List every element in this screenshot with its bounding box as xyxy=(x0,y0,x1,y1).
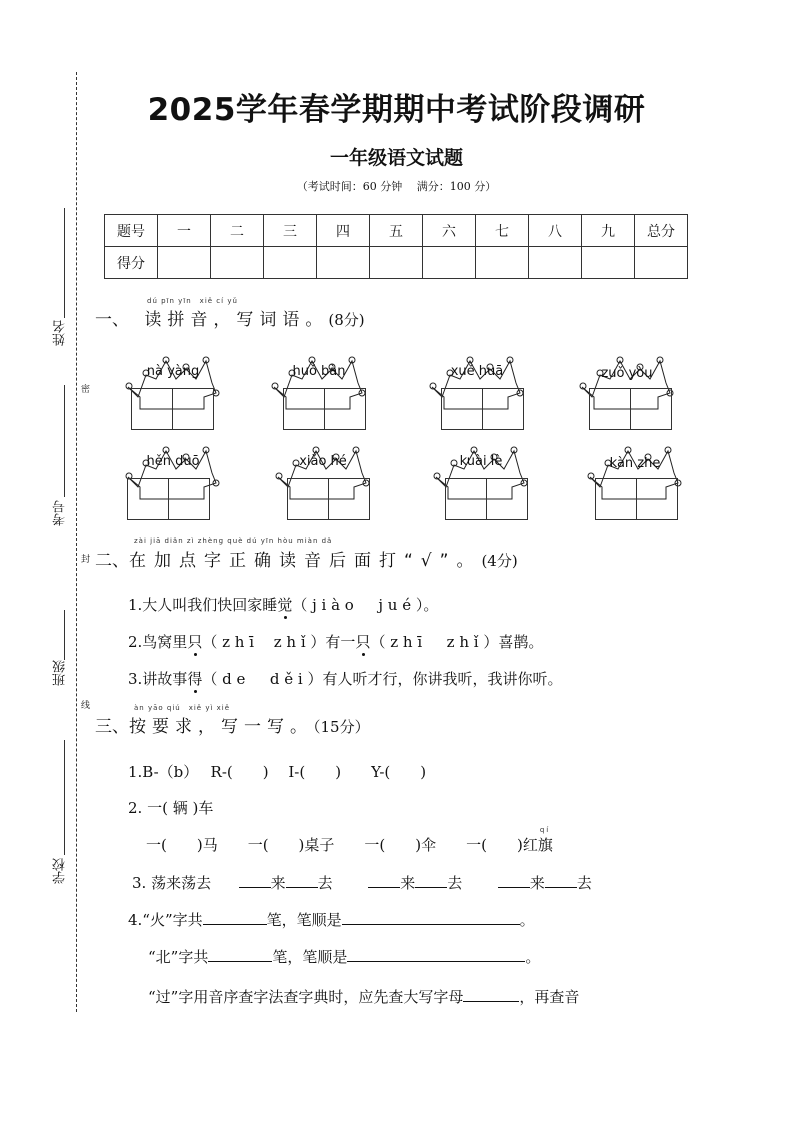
flag-char-pinyin: qí xyxy=(539,826,551,834)
word-pinyin: kuài lè xyxy=(459,454,503,469)
answer-blank[interactable] xyxy=(415,873,447,888)
word-item-6 xyxy=(268,430,378,530)
section3-score: （15分） xyxy=(313,718,370,736)
score-input-cell[interactable] xyxy=(317,247,370,279)
section3-q4b xyxy=(148,946,540,967)
dotted-char: 只 xyxy=(355,633,371,651)
name-label: 姓名 xyxy=(53,320,68,346)
exam-number-label: 考号 xyxy=(53,500,68,526)
writing-boxes xyxy=(596,478,678,520)
section3-q4c xyxy=(148,986,579,1007)
writing-cell[interactable] xyxy=(482,388,524,430)
dotted-char: 得 xyxy=(187,670,203,688)
answer-blank[interactable] xyxy=(239,873,271,888)
writing-cell[interactable] xyxy=(131,388,173,430)
word-item-3 xyxy=(422,340,532,440)
score-cell-header: 题号 xyxy=(105,215,158,247)
writing-boxes xyxy=(288,478,370,520)
writing-cell[interactable] xyxy=(630,388,672,430)
answer-blank[interactable] xyxy=(208,947,272,962)
score-cell-header: 总分 xyxy=(635,215,688,247)
section2-title: 在加点字正确读音后面打“√”。 xyxy=(129,551,482,571)
writing-cell[interactable] xyxy=(283,388,325,430)
writing-cell[interactable] xyxy=(168,478,210,520)
writing-cell[interactable] xyxy=(445,478,487,520)
q-text: 。 xyxy=(525,948,541,966)
q-word: 来 xyxy=(270,874,286,892)
answer-blank[interactable] xyxy=(347,947,525,962)
q-text: 1.大人叫我们快回家睡 xyxy=(128,596,278,614)
score-input-cell[interactable] xyxy=(158,247,211,279)
q-text: 3. 荡来荡去 xyxy=(132,874,212,892)
name-field-line[interactable] xyxy=(64,208,65,318)
score-cell-header: 六 xyxy=(423,215,476,247)
flag-char-text: 旗 xyxy=(537,836,553,854)
word-item-2 xyxy=(264,340,374,440)
writing-boxes xyxy=(446,478,528,520)
answer-blank[interactable] xyxy=(203,910,267,925)
writing-boxes xyxy=(132,388,214,430)
section2-number: 二、 xyxy=(95,551,129,571)
measure-word-blanks[interactable]: 一( )马 一( )桌子 一( )伞 一( )红 xyxy=(146,836,538,854)
exam-title: 2025学年春学期期中考试阶段调研 xyxy=(147,92,646,128)
binding-dashed-line xyxy=(76,72,77,1012)
exam-note: （考试时间：60 分钟 满分：100 分） xyxy=(296,180,497,193)
section3-q4a xyxy=(128,909,535,930)
writing-cell[interactable] xyxy=(172,388,214,430)
score-cell-header: 八 xyxy=(529,215,582,247)
section1-title: 读拼音，写词语。 xyxy=(144,310,329,330)
word-pinyin: nà yàng xyxy=(146,364,200,379)
q-options[interactable]: （ z h ī z h ǐ ）喜鹊。 xyxy=(370,633,544,651)
writing-cell[interactable] xyxy=(486,478,528,520)
q-word: 去 xyxy=(317,874,333,892)
writing-cell[interactable] xyxy=(127,478,169,520)
q-text: ，再查音 xyxy=(519,988,580,1006)
section2-heading xyxy=(95,546,518,571)
section3-q3 xyxy=(132,872,592,893)
section3-title-pinyin: àn yāo qiú xiě yì xiě xyxy=(134,704,231,712)
score-input-cell[interactable] xyxy=(370,247,423,279)
word-pinyin: kàn zhe xyxy=(609,456,661,471)
q-text: 2.鸟窝里 xyxy=(128,633,188,651)
q-word: 去 xyxy=(576,874,592,892)
word-item-7 xyxy=(426,430,536,530)
writing-cell[interactable] xyxy=(287,478,329,520)
score-input-cell[interactable] xyxy=(423,247,476,279)
score-cell-header: 一 xyxy=(158,215,211,247)
section3-q2: 2. 一( 辆 )车 xyxy=(128,799,214,817)
word-item-1 xyxy=(118,340,228,440)
score-input-cell[interactable] xyxy=(635,247,688,279)
score-cell-header: 四 xyxy=(317,215,370,247)
section1-number: 一、 xyxy=(95,310,129,330)
score-input-cell[interactable] xyxy=(211,247,264,279)
q-word: 来 xyxy=(400,874,416,892)
q-text: 笔，笔顺是 xyxy=(266,911,342,929)
writing-boxes xyxy=(128,478,210,520)
word-item-4 xyxy=(572,340,682,440)
score-cell-header: 七 xyxy=(476,215,529,247)
class-field-line[interactable] xyxy=(64,610,65,660)
flag-char xyxy=(537,826,553,854)
q-options[interactable]: （ j i à o j u é ）。 xyxy=(292,596,439,614)
section2-q1 xyxy=(128,594,438,615)
answer-blank[interactable] xyxy=(286,873,318,888)
section3-heading xyxy=(95,712,370,737)
writing-cell[interactable] xyxy=(595,478,637,520)
score-cell-header: 二 xyxy=(211,215,264,247)
writing-boxes xyxy=(590,388,672,430)
q-text: 。 xyxy=(519,911,535,929)
writing-cell[interactable] xyxy=(589,388,631,430)
seal-mark-feng: 封 xyxy=(79,554,89,563)
q-text: “北”字共 xyxy=(148,948,209,966)
word-item-8 xyxy=(580,430,690,530)
section2-q2 xyxy=(128,631,543,652)
dotted-char: 只 xyxy=(187,633,203,651)
score-cell-header: 三 xyxy=(264,215,317,247)
answer-blank[interactable] xyxy=(463,987,519,1002)
section3-q2-line[interactable] xyxy=(146,826,553,855)
q-options[interactable]: （ z h ī z h ǐ ）有一 xyxy=(202,633,356,651)
score-input-cell[interactable] xyxy=(476,247,529,279)
answer-blank[interactable] xyxy=(545,873,577,888)
q-text: “过”字用音序查字法查字典时，应先查大写字母 xyxy=(148,988,464,1006)
q-word: 来 xyxy=(529,874,545,892)
q-text: 笔，笔顺是 xyxy=(272,948,348,966)
writing-boxes xyxy=(284,388,366,430)
word-pinyin: xiǎo hé xyxy=(299,454,347,469)
score-table xyxy=(104,214,688,279)
score-table-header-row xyxy=(105,215,688,247)
section3-q1[interactable]: 1.B-（b） R-( ) I-( ) Y-( ) xyxy=(128,763,427,781)
answer-blank[interactable] xyxy=(342,910,520,925)
section1-heading xyxy=(95,305,365,330)
school-label: 学校 xyxy=(53,858,68,884)
score-input-cell[interactable] xyxy=(582,247,635,279)
word-pinyin: huǒ bàn xyxy=(292,364,346,379)
q-word: 去 xyxy=(447,874,463,892)
writing-cell[interactable] xyxy=(328,478,370,520)
score-row-label: 得分 xyxy=(105,247,158,279)
score-cell-header: 九 xyxy=(582,215,635,247)
section2-q3 xyxy=(128,668,562,689)
seal-mark-xian: 线 xyxy=(79,700,89,709)
score-input-cell[interactable] xyxy=(529,247,582,279)
answer-blank[interactable] xyxy=(368,873,400,888)
dotted-char: 觉 xyxy=(277,596,293,614)
answer-blank[interactable] xyxy=(498,873,530,888)
q-options[interactable]: （ d e d ě i ）有人听才行，你讲我听，我讲你听。 xyxy=(202,670,563,688)
section2-title-pinyin: zài jiā diǎn zì zhèng què dú yīn hòu miàn dǎ xyxy=(134,537,333,545)
writing-cell[interactable] xyxy=(636,478,678,520)
school-field-line[interactable] xyxy=(64,740,65,855)
seal-mark-mi: 密 xyxy=(79,384,89,393)
exam-number-field-line[interactable] xyxy=(64,385,65,497)
class-label: 班级 xyxy=(53,660,68,686)
section3-title: 按要求，写一写。 xyxy=(129,717,313,737)
writing-boxes xyxy=(442,388,524,430)
score-input-cell[interactable] xyxy=(264,247,317,279)
writing-cell[interactable] xyxy=(324,388,366,430)
section1-title-pinyin: dú pīn yīn xiě cí yǔ xyxy=(147,297,238,305)
word-pinyin: hěn duō xyxy=(146,454,200,469)
word-item-5 xyxy=(118,430,228,530)
section1-score: (8分) xyxy=(328,311,365,329)
score-cell-header: 五 xyxy=(370,215,423,247)
section3-number: 三、 xyxy=(95,717,129,737)
word-pinyin: xuě huā xyxy=(450,364,504,379)
q-text: 3.讲故事 xyxy=(128,670,188,688)
score-table-score-row xyxy=(105,247,688,279)
word-pinyin: zuǒ yòu xyxy=(601,366,653,381)
writing-cell[interactable] xyxy=(441,388,483,430)
section2-score: (4分) xyxy=(481,552,518,570)
exam-subtitle: 一年级语文试题 xyxy=(329,147,463,169)
q-text: 4.“火”字共 xyxy=(128,911,203,929)
